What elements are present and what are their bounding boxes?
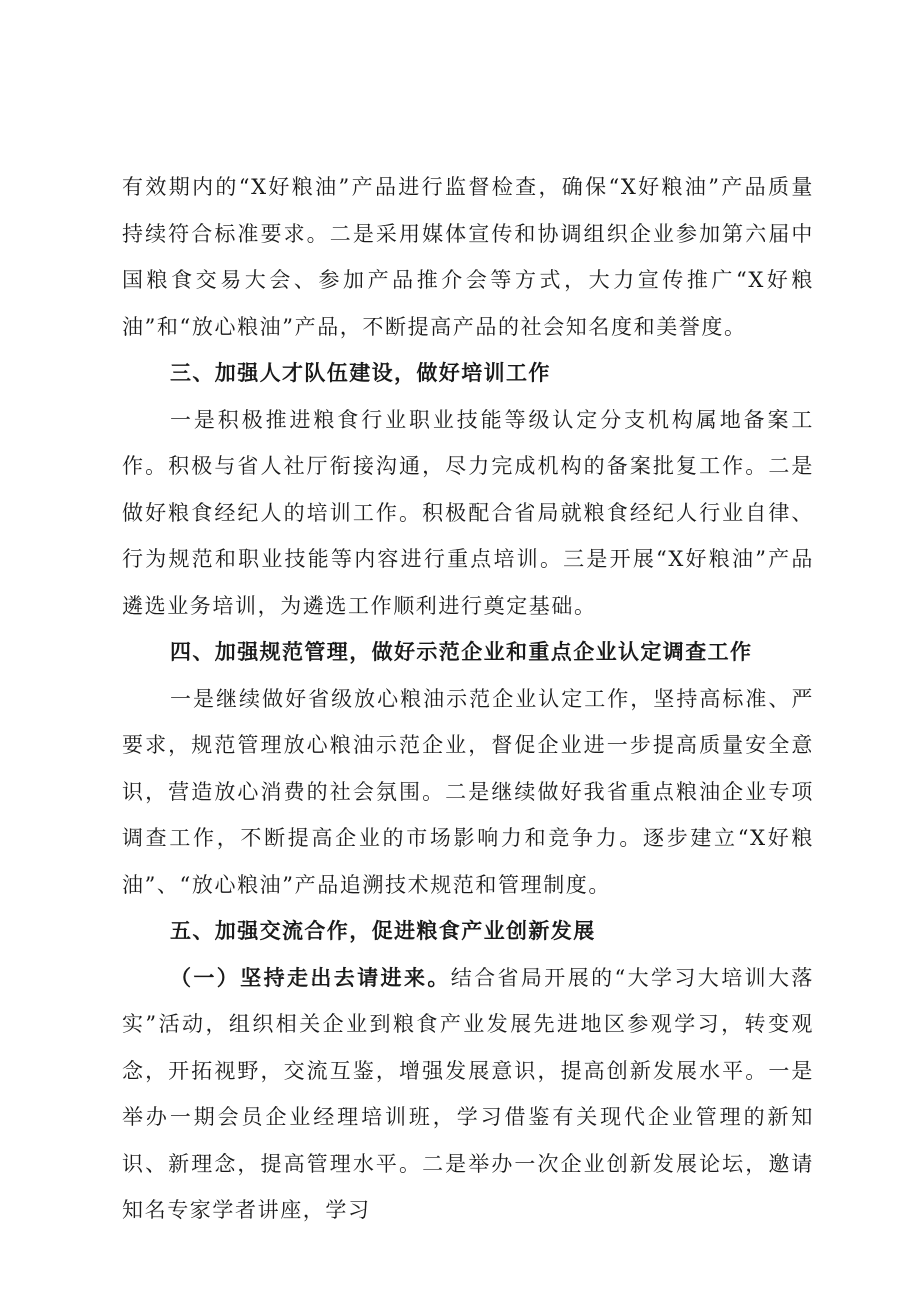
document-body: [122, 164, 814, 1234]
paragraph-management: 一是继续做好省级放心粮油示范企业认定工作，坚持高标准、严要求，规范管理放心粮油示范企业，督促企业进一步提高质量安全意识，营造放心消费的社会氛围。二是继续做好我省重点粮油企业专项调查工作，不断提高企业的市场影响力和竞争力。逐步建立“X好粮油”、“放心粮油”产品追溯技术规范和管理制度。: [122, 686, 814, 897]
section-heading-5: 五、加强交流合作，促进粮食产业创新发展: [170, 919, 596, 943]
subsection-heading: （一）坚持走出去请进来。: [170, 965, 451, 990]
paragraph-cooperation-body: 结合省局开展的“大学习大培训大落实”活动，组织相关企业到粮食产业发展先进地区参观学习，转变观念，开拓视野，交流互鉴，增强发展意识，提高创新发展水平。一是举办一期会员企业经理培训班，学习借鉴有关现代企业管理的新知识、新理念，提高管理水平。二是举办一次企业创新发展论坛，邀请知名专家学者讲座，学习: [122, 965, 814, 1222]
section-heading-3: 三、加强人才队伍建设，做好培训工作: [170, 361, 551, 385]
section-heading-4: 四、加强规范管理，做好示范企业和重点企业认定调查工作: [170, 640, 753, 664]
paragraph-cooperation: [122, 955, 814, 1234]
paragraph-training: 一是积极推进粮食行业职业技能等级认定分支机构属地备案工作。积极与省人社厅衔接沟通，尽力完成机构的备案批复工作。二是做好粮食经纪人的培训工作。积极配合省局就粮食经纪人行业自律、行为规范和职业技能等内容进行重点培训。三是开展“X好粮油”产品遴选业务培训，为遴选工作顺利进行奠定基础。: [122, 407, 814, 618]
paragraph-continued: 有效期内的“X好粮油”产品进行监督检查，确保“X好粮油”产品质量持续符合标准要求。二是采用媒体宣传和协调组织企业参加第六届中国粮食交易大会、参加产品推介会等方式，大力宣传推广“X好粮油”和“放心粮油”产品，不断提高产品的社会知名度和美誉度。: [122, 175, 814, 339]
